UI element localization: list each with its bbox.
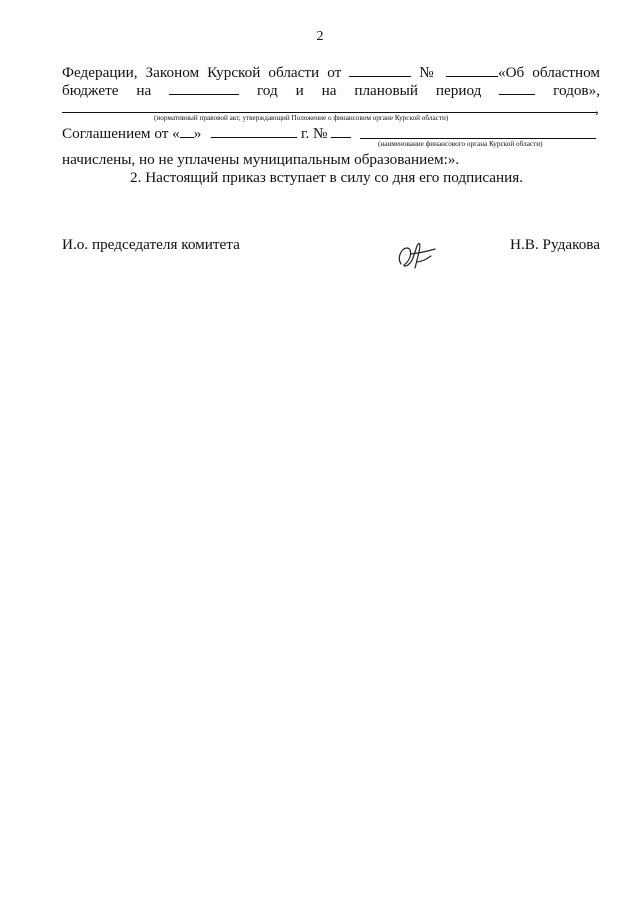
text-quote-close: » [193,125,202,142]
word-and: и [295,82,304,99]
signatory-position: И.о. председателя комитета [62,236,240,253]
blank-period-years [499,82,535,95]
body-line-5: начислены, но не уплачены муниципальным образованием:». [62,151,460,168]
text-federation-law: Федерации, Законом Курской области от [62,64,342,81]
text-year-number: г. № [300,125,328,142]
blank-budget-year [169,82,239,95]
blank-agreement-number [331,125,351,138]
caption-legal-act: (нормативный правовой акт, утверждающий Положение о финансовом органе Курской области) [154,114,449,122]
word-period: период [435,82,482,99]
text-agreement-from: Соглашением от « [62,125,180,142]
word-years: годов», [553,82,600,99]
word-planned: плановый [354,82,418,99]
blank-legal-act [62,112,596,113]
body-line-6-paragraph-2: 2. Настоящий приказ вступает в силу со дня его подписания. [130,169,524,186]
legal-act-comma: , [595,100,599,117]
body-line-1 [62,64,600,82]
word-year: год [256,82,278,99]
blank-agreement-month [211,125,297,138]
text-budget-title-start: «Об областном [498,64,600,81]
blank-law-date [349,64,411,77]
body-line-2 [62,82,600,100]
blank-financial-body [360,138,596,139]
page-number: 2 [316,29,324,44]
signatory-name: Н.В. Рудакова [510,236,600,253]
word-na-1: на [136,82,152,99]
word-budget: бюджете [62,82,119,99]
blank-law-number [446,64,498,77]
handwritten-signature [395,238,439,272]
blank-agreement-day [180,125,194,138]
text-number-sign: № [419,64,438,81]
word-na-2: на [321,82,337,99]
caption-financial-body: (наименование финансового органа Курской области) [378,140,543,148]
